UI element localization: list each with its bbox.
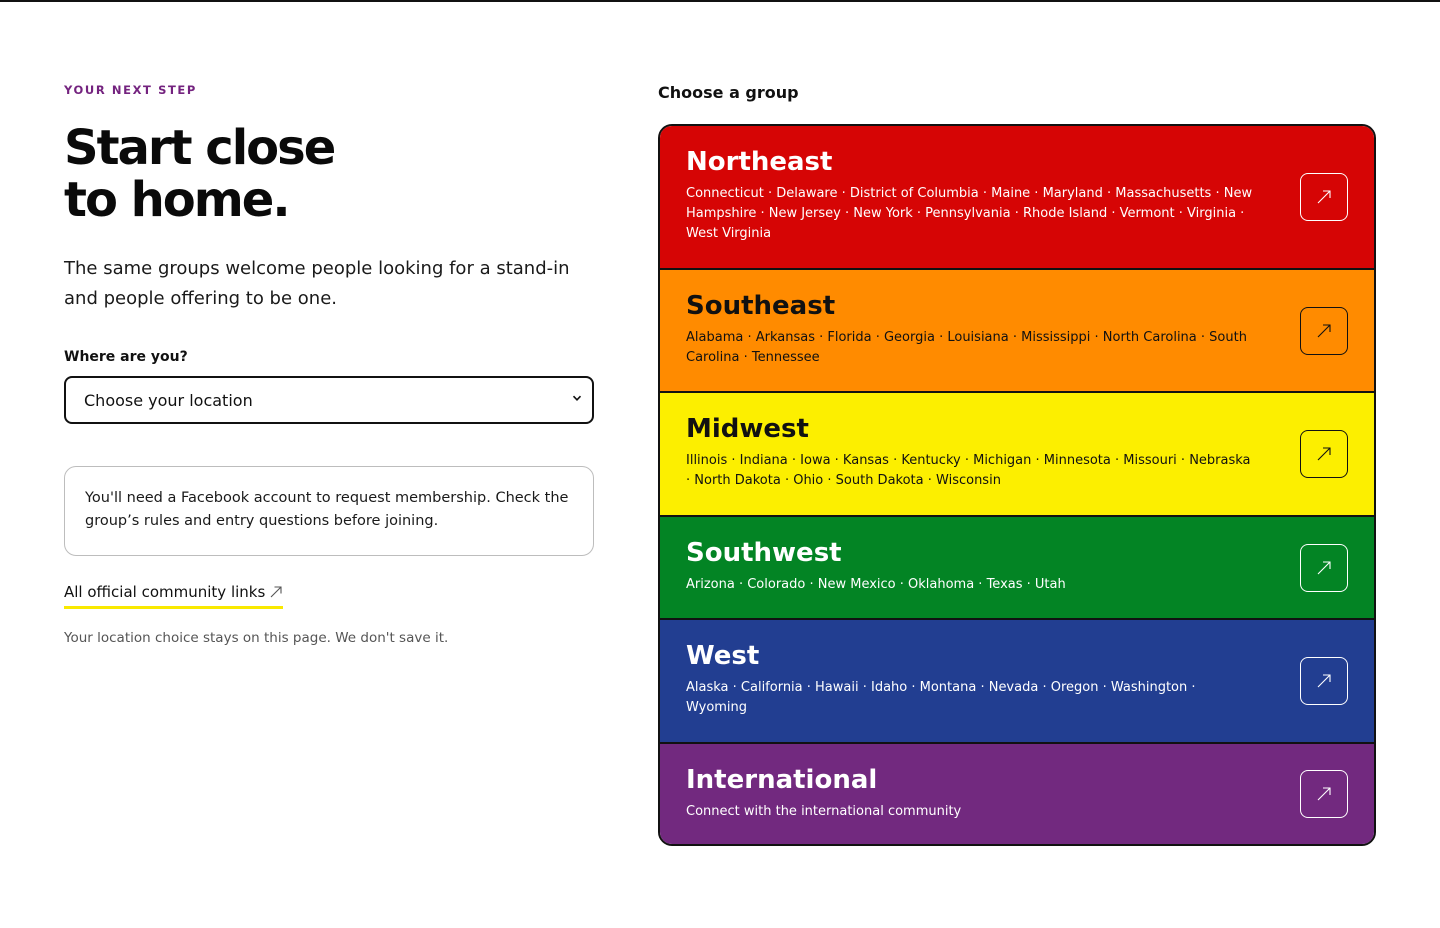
group-description: Connect with the international community xyxy=(686,804,962,819)
group-states: Alaska · California · Hawaii · Idaho · Montana · Nevada · Oregon · Washington · Wyoming xyxy=(686,680,1196,715)
group-name: Midwest xyxy=(686,414,809,444)
intro-text: The same groups welcome people looking for a stand-in and people offering to be one. xyxy=(64,258,570,309)
arrow-up-right-icon xyxy=(1316,446,1332,462)
group-southeast[interactable] xyxy=(660,270,1374,393)
arrow-up-right-icon xyxy=(1316,673,1332,689)
group-states: Alabama · Arkansas · Florida · Georgia · Louisiana · Mississippi · North Carolina · South Carolina · Tennessee xyxy=(686,330,1247,365)
group-name: International xyxy=(686,765,878,795)
page-title xyxy=(64,122,594,226)
community-links-link[interactable] xyxy=(64,582,283,609)
facebook-notice xyxy=(64,466,594,556)
group-name: Northeast xyxy=(686,147,833,177)
group-west[interactable] xyxy=(660,620,1374,744)
privacy-note: Your location choice stays on this page. We don't save it. xyxy=(64,630,449,646)
arrow-up-right-icon xyxy=(1316,189,1332,205)
chevron-down-icon xyxy=(572,393,582,403)
eyebrow: YOUR NEXT STEP xyxy=(64,83,197,97)
group-link-button[interactable] xyxy=(1300,657,1348,705)
group-states: Connecticut · Delaware · District of Columbia · Maine · Maryland · Massachusetts · New Hampshire · New Jersey · New York · Pennsylvania · Rhode Island · Vermont · Virginia · West Virginia xyxy=(686,186,1253,241)
group-heading: Choose a group xyxy=(658,83,799,102)
group-name: Southeast xyxy=(686,291,836,321)
page-title-line-1: Start close xyxy=(64,120,335,176)
arrow-up-right-icon xyxy=(1316,560,1332,576)
facebook-notice-text: You'll need a Facebook account to request membership. Check the group’s rules and entry questions before joining. xyxy=(85,490,569,529)
group-list xyxy=(658,124,1376,846)
page-title-line-2: to home. xyxy=(64,172,289,228)
group-midwest[interactable] xyxy=(660,393,1374,517)
group-link-button[interactable] xyxy=(1300,544,1348,592)
group-name: Southwest xyxy=(686,538,842,568)
location-select-value: Choose your location xyxy=(84,390,253,410)
group-link-button[interactable] xyxy=(1300,307,1348,355)
group-international[interactable] xyxy=(660,744,1374,844)
group-states: Arizona · Colorado · New Mexico · Oklahoma · Texas · Utah xyxy=(686,577,1066,592)
location-select[interactable] xyxy=(64,376,594,424)
top-rule xyxy=(0,0,1440,2)
group-southwest[interactable] xyxy=(660,517,1374,620)
group-states: Illinois · Indiana · Iowa · Kansas · Kentucky · Michigan · Minnesota · Missouri · Nebraska · North Dakota · Ohio · South Dakota · Wisconsin xyxy=(686,453,1251,488)
location-label: Where are you? xyxy=(64,349,188,365)
group-link-button[interactable] xyxy=(1300,173,1348,221)
group-panel xyxy=(658,82,1376,846)
group-link-button[interactable] xyxy=(1300,430,1348,478)
arrow-up-right-icon xyxy=(269,585,283,599)
group-northeast[interactable] xyxy=(660,126,1374,270)
intro-panel xyxy=(64,82,594,647)
group-name: West xyxy=(686,641,760,671)
community-links-label: All official community links xyxy=(64,583,266,601)
group-link-button[interactable] xyxy=(1300,770,1348,818)
arrow-up-right-icon xyxy=(1316,786,1332,802)
arrow-up-right-icon xyxy=(1316,323,1332,339)
